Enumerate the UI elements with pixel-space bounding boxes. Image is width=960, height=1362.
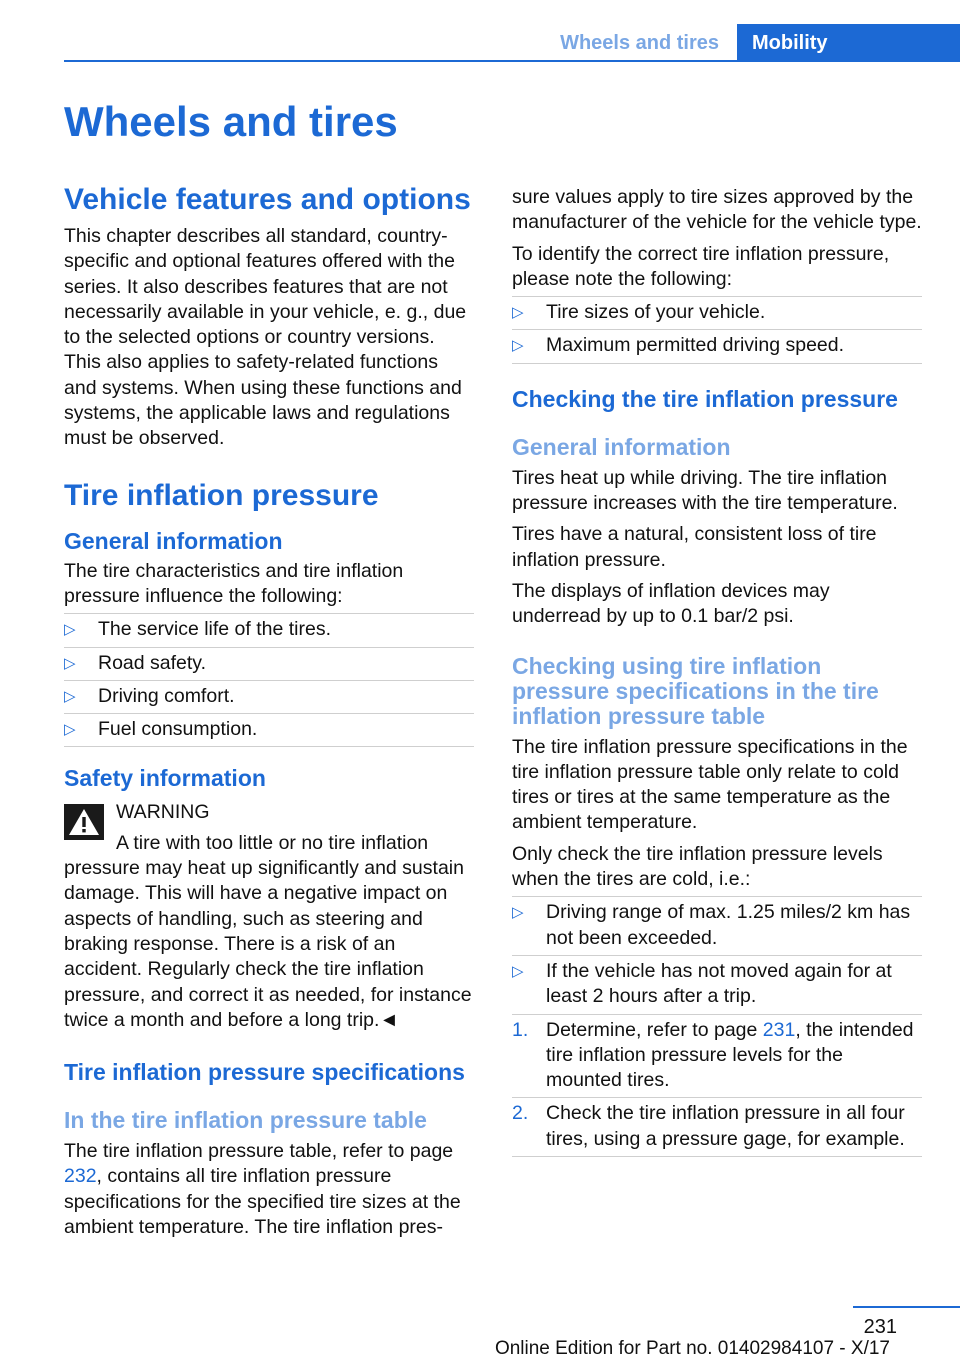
heading-general-information-2: General information (512, 433, 731, 460)
bullet-triangle-icon: ▷ (512, 962, 524, 980)
list-item: ▷ Tire sizes of your vehicle. (512, 296, 922, 329)
bullet-triangle-icon: ▷ (64, 687, 76, 705)
footer-rule (853, 1306, 960, 1308)
step-number: 1. (512, 1018, 529, 1041)
bullet-triangle-icon: ▷ (512, 904, 524, 922)
influence-list (64, 613, 474, 747)
list-item: 2. Check the tire inflation pressure in all four tires, using a pressure gage, for example. (512, 1097, 922, 1157)
list-item: ▷ Driving range of max. 1.25 miles/2 km has not been exceeded. (512, 896, 922, 955)
page-link-231[interactable]: 231 (762, 1018, 796, 1041)
heading-checking-using-table: Checking using tire inflation pressure specifications in the tire inflation pressure table (512, 652, 879, 729)
heading-general-information: General information (64, 527, 283, 554)
header-rule (64, 60, 960, 62)
paragraph-only-cold: Only check the tire inflation pressure levels when the tires are cold, i.e.: (512, 842, 883, 891)
list-item: ▷ Road safety. (64, 647, 474, 680)
left-column (64, 182, 474, 1246)
heading-checking-pressure: Checking the tire inflation pressure (512, 385, 898, 412)
paragraph-continued: sure values apply to tire sizes approved by the manufacturer of the vehicle for the vehicle type. (512, 186, 922, 234)
page-title: Wheels and tires (64, 98, 398, 145)
list-item: 1. Determine, refer to page 231, the intended tire inflation pressure levels for the mounted tires. (512, 1014, 922, 1098)
bullet-triangle-icon: ▷ (64, 621, 76, 639)
bullet-triangle-icon: ▷ (512, 337, 524, 355)
identify-list (512, 296, 922, 364)
heading-pressure-table: In the tire inflation pressure table (64, 1107, 427, 1134)
step-number: 2. (512, 1102, 529, 1125)
warning-text: A tire with too little or no tire inflation pressure may heat up significantly and sustain damage. This will have a negative impact on aspects of handling, such as steering and braking response. There is a risk of an accident. Regularly check the tire inflation pressure, and correct it as needed, for instance twice a month and before a long trip.◄ (64, 831, 472, 1031)
heading-safety-information: Safety information (64, 765, 266, 792)
steps-list (512, 1014, 922, 1157)
list-item: ▷ If the vehicle has not moved again for at least 2 hours after a trip. (512, 955, 922, 1014)
list-item: ▷ Fuel consumption. (64, 713, 474, 747)
paragraph-features: This chapter describes all standard, country-specific and optional features offered with the series. It also describes features that are not necessarily available in your vehicle, e. g., due to the selected options or country versions. This also applies to safety-related functions and systems. When using these functions and systems, the applicable laws and regulations must be observed. (64, 225, 467, 450)
bullet-triangle-icon: ▷ (64, 654, 76, 672)
page-link-232[interactable]: 232 (64, 1165, 97, 1188)
paragraph-heat: Tires heat up while driving. The tire inflation pressure increases with the tire temperature. (512, 466, 898, 515)
right-column (512, 185, 922, 1157)
footer-edition: Online Edition for Part no. 01402984107 - X/17 (494, 1338, 890, 1359)
warning-triangle-icon (64, 804, 104, 840)
heading-vehicle-features: Vehicle features and options (64, 183, 471, 216)
paragraph-loss: Tires have a natural, consistent loss of tire inflation pressure. (512, 523, 877, 571)
page-number: 231 (863, 1316, 897, 1338)
list-item: ▷ The service life of the tires. (64, 613, 474, 646)
cold-conditions-list (512, 896, 922, 1013)
paragraph-general: The tire characteristics and tire inflation pressure influence the following: (64, 559, 404, 607)
heading-tire-inflation-pressure: Tire inflation pressure (64, 478, 379, 512)
list-item: ▷ Driving comfort. (64, 680, 474, 713)
bullet-triangle-icon: ▷ (64, 721, 76, 739)
paragraph-identify: To identify the correct tire inflation pressure, please note the following: (512, 242, 890, 290)
paragraph-specs: The tire inflation pressure specifications in the tire inflation pressure table only relate to cold tires or tires at the same temperature as the ambient temperature. (512, 735, 908, 834)
paragraph-table: The tire inflation pressure table, refer to page 232, contains all tire inflation pressure specifications for the specified tire sizes at the ambient temperature. The tire inflation pres- (64, 1140, 461, 1239)
list-item: ▷ Maximum permitted driving speed. (512, 329, 922, 363)
heading-pressure-specifications: Tire inflation pressure specifications (64, 1059, 465, 1086)
header-chapter-tab: Mobility (737, 24, 960, 62)
paragraph-displays: The displays of inflation devices may underread by up to 0.1 bar/2 psi. (512, 579, 830, 628)
warning-block (64, 800, 474, 825)
bullet-triangle-icon: ▷ (512, 304, 524, 322)
header-section-title: Wheels and tires (560, 32, 719, 54)
warning-label: WARNING (116, 801, 210, 824)
